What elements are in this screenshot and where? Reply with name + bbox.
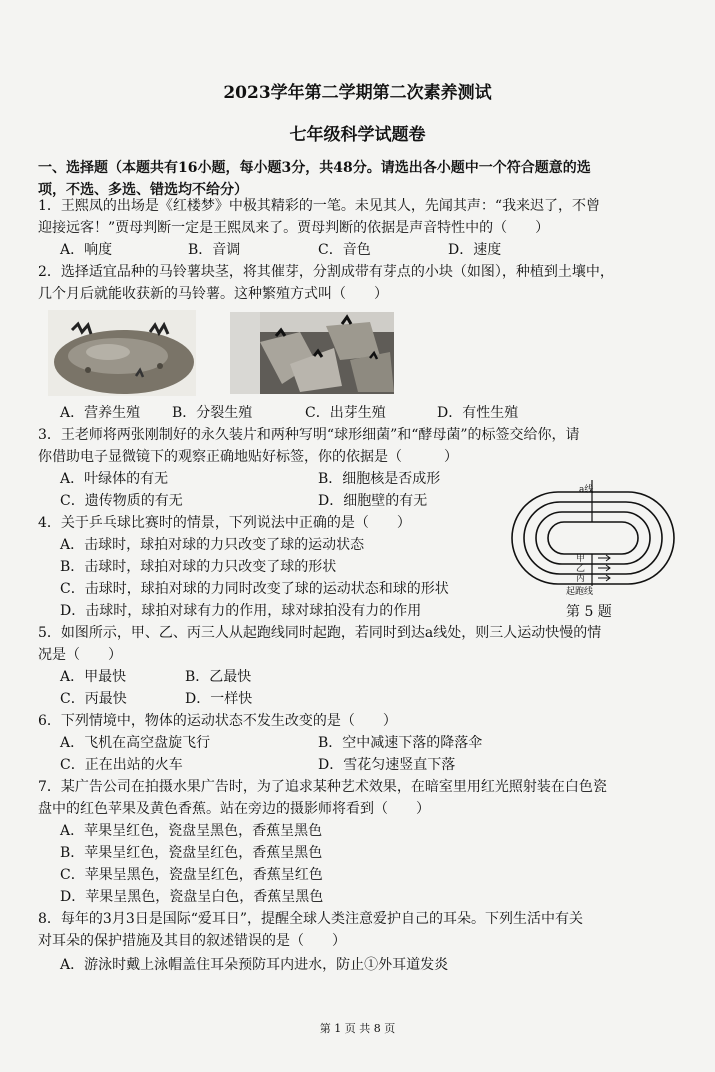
q5-option-c: C．丙最快 (60, 691, 127, 707)
runner-yi-label: 乙 (576, 564, 586, 574)
q4-option-c: C．击球时，球拍对球的力同时改变了球的运动状态和球的形状 (60, 581, 449, 597)
question-3-line2: 你借助电子显微镜下的观察正确地贴好标签，你的依据是（ ） (38, 449, 458, 465)
question-2-line2: 几个月后就能收获新的马铃薯。这种繁殖方式叫（ ） (38, 286, 388, 302)
q3-option-a: A．叶绿体的有无 (60, 471, 169, 487)
q2-option-d: D．有性生殖 (437, 405, 519, 421)
q6-option-d: D．雪花匀速竖直下落 (318, 757, 456, 773)
question-3-line1: 3．王老师将两张刚制好的永久装片和两种写明“球形细菌”和“酵母菌”的标签交给你，请 (38, 427, 580, 443)
q7-option-d: D．苹果呈黑色，瓷盘呈白色，香蕉呈黑色 (60, 889, 324, 905)
question-1-line1: 1．王熙凤的出场是《红楼梦》中极其精彩的一笔。未见其人，先闻其声：“我来迟了，不曾 (38, 198, 601, 214)
question-1-line2: 迎接远客！”贾母判断一定是王熙凤来了。贾母判断的依据是声音特性中的（ ） (38, 220, 550, 236)
q1-option-a: A．响度 (60, 242, 113, 258)
question-8-line2: 对耳朵的保护措施及其目的叙述错误的是（ ） (38, 933, 346, 949)
exam-subtitle: 七年级科学试题卷 (289, 125, 426, 145)
question-6-line1: 6．下列情境中，物体的运动状态不发生改变的是（ ） (38, 713, 397, 729)
q8-option-a: A．游泳时戴上泳帽盖住耳朵预防耳内进水，防止①外耳道发炎 (60, 957, 449, 973)
q6-option-b: B．空中减速下落的降落伞 (318, 735, 483, 751)
start-line-label: 起跑线 (566, 587, 594, 597)
q6-option-a: A．飞机在高空盘旋飞行 (60, 735, 211, 751)
a-line-label: a线 (579, 485, 594, 495)
figure-5-caption: 第 5 题 (566, 604, 612, 620)
section-heading: 一、选择题（本题共有16小题，每小题3分，共48分。请选出各小题中一个符合题意的选 (38, 160, 591, 176)
question-5-line2: 况是（ ） (38, 647, 122, 663)
question-2-line1: 2．选择适宜品种的马铃薯块茎，将其催芽，分割成带有芽点的小块（如图），种植到土壤中， (38, 264, 614, 280)
question-5-line1: 5．如图所示，甲、乙、丙三人从起跑线同时起跑，若同时到达a线处，则三人运动快慢的情 (38, 625, 602, 641)
q7-option-c: C．苹果呈黑色，瓷盘呈红色，香蕉呈红色 (60, 867, 323, 883)
potato-pieces-photo (230, 312, 394, 394)
q7-option-b: B．苹果呈红色，瓷盘呈红色，香蕉呈黑色 (60, 845, 323, 861)
runner-bing-label: 丙 (576, 574, 586, 584)
q4-option-b: B．击球时，球拍对球的力只改变了球的形状 (60, 559, 337, 575)
q5-option-a: A．甲最快 (60, 669, 127, 685)
q4-option-a: A．击球时，球拍对球的力只改变了球的运动状态 (60, 537, 365, 553)
runner-jia-label: 甲 (576, 554, 586, 564)
question-7-line1: 7．某广告公司在拍摄水果广告时，为了追求某种艺术效果，在暗室里用红光照射装在白色瓷 (38, 779, 607, 795)
q6-option-c: C．正在出站的火车 (60, 757, 183, 773)
q1-option-c: C．音色 (318, 242, 371, 258)
q5-option-d: D．一样快 (185, 691, 253, 707)
q4-option-d: D．击球时，球拍对球有力的作用，球对球拍没有力的作用 (60, 603, 422, 619)
q3-option-b: B．细胞核是否成形 (318, 471, 441, 487)
q7-option-a: A．苹果呈红色，瓷盘呈黑色，香蕉呈黑色 (60, 823, 323, 839)
q2-option-b: B．分裂生殖 (172, 405, 253, 421)
page-footer: 第 1 页 共 8 页 (319, 1022, 396, 1035)
exam-title: 2023学年第二学期第二次素养测试 (223, 83, 492, 103)
q2-option-a: A．营养生殖 (60, 405, 141, 421)
q5-option-b: B．乙最快 (185, 669, 252, 685)
q1-option-b: B．音调 (188, 242, 241, 258)
question-8-line1: 8．每年的3月3日是国际“爱耳日”，提醒全球人类注意爱护自己的耳朵。下列生活中有关 (38, 911, 584, 927)
q3-option-c: C．遗传物质的有无 (60, 493, 183, 509)
question-4-line1: 4．关于乒乓球比赛时的情景，下列说法中正确的是（ ） (38, 515, 411, 531)
section-heading-cont: 项，不选、多选、错选均不给分） (38, 182, 248, 198)
q3-option-d: D．细胞壁的有无 (318, 493, 428, 509)
question-7-line2: 盘中的红色苹果及黄色香蕉。站在旁边的摄影师将看到（ ） (38, 801, 430, 817)
q1-option-d: D．速度 (448, 242, 502, 258)
q2-option-c: C．出芽生殖 (305, 405, 386, 421)
potato-whole-photo (48, 310, 196, 396)
